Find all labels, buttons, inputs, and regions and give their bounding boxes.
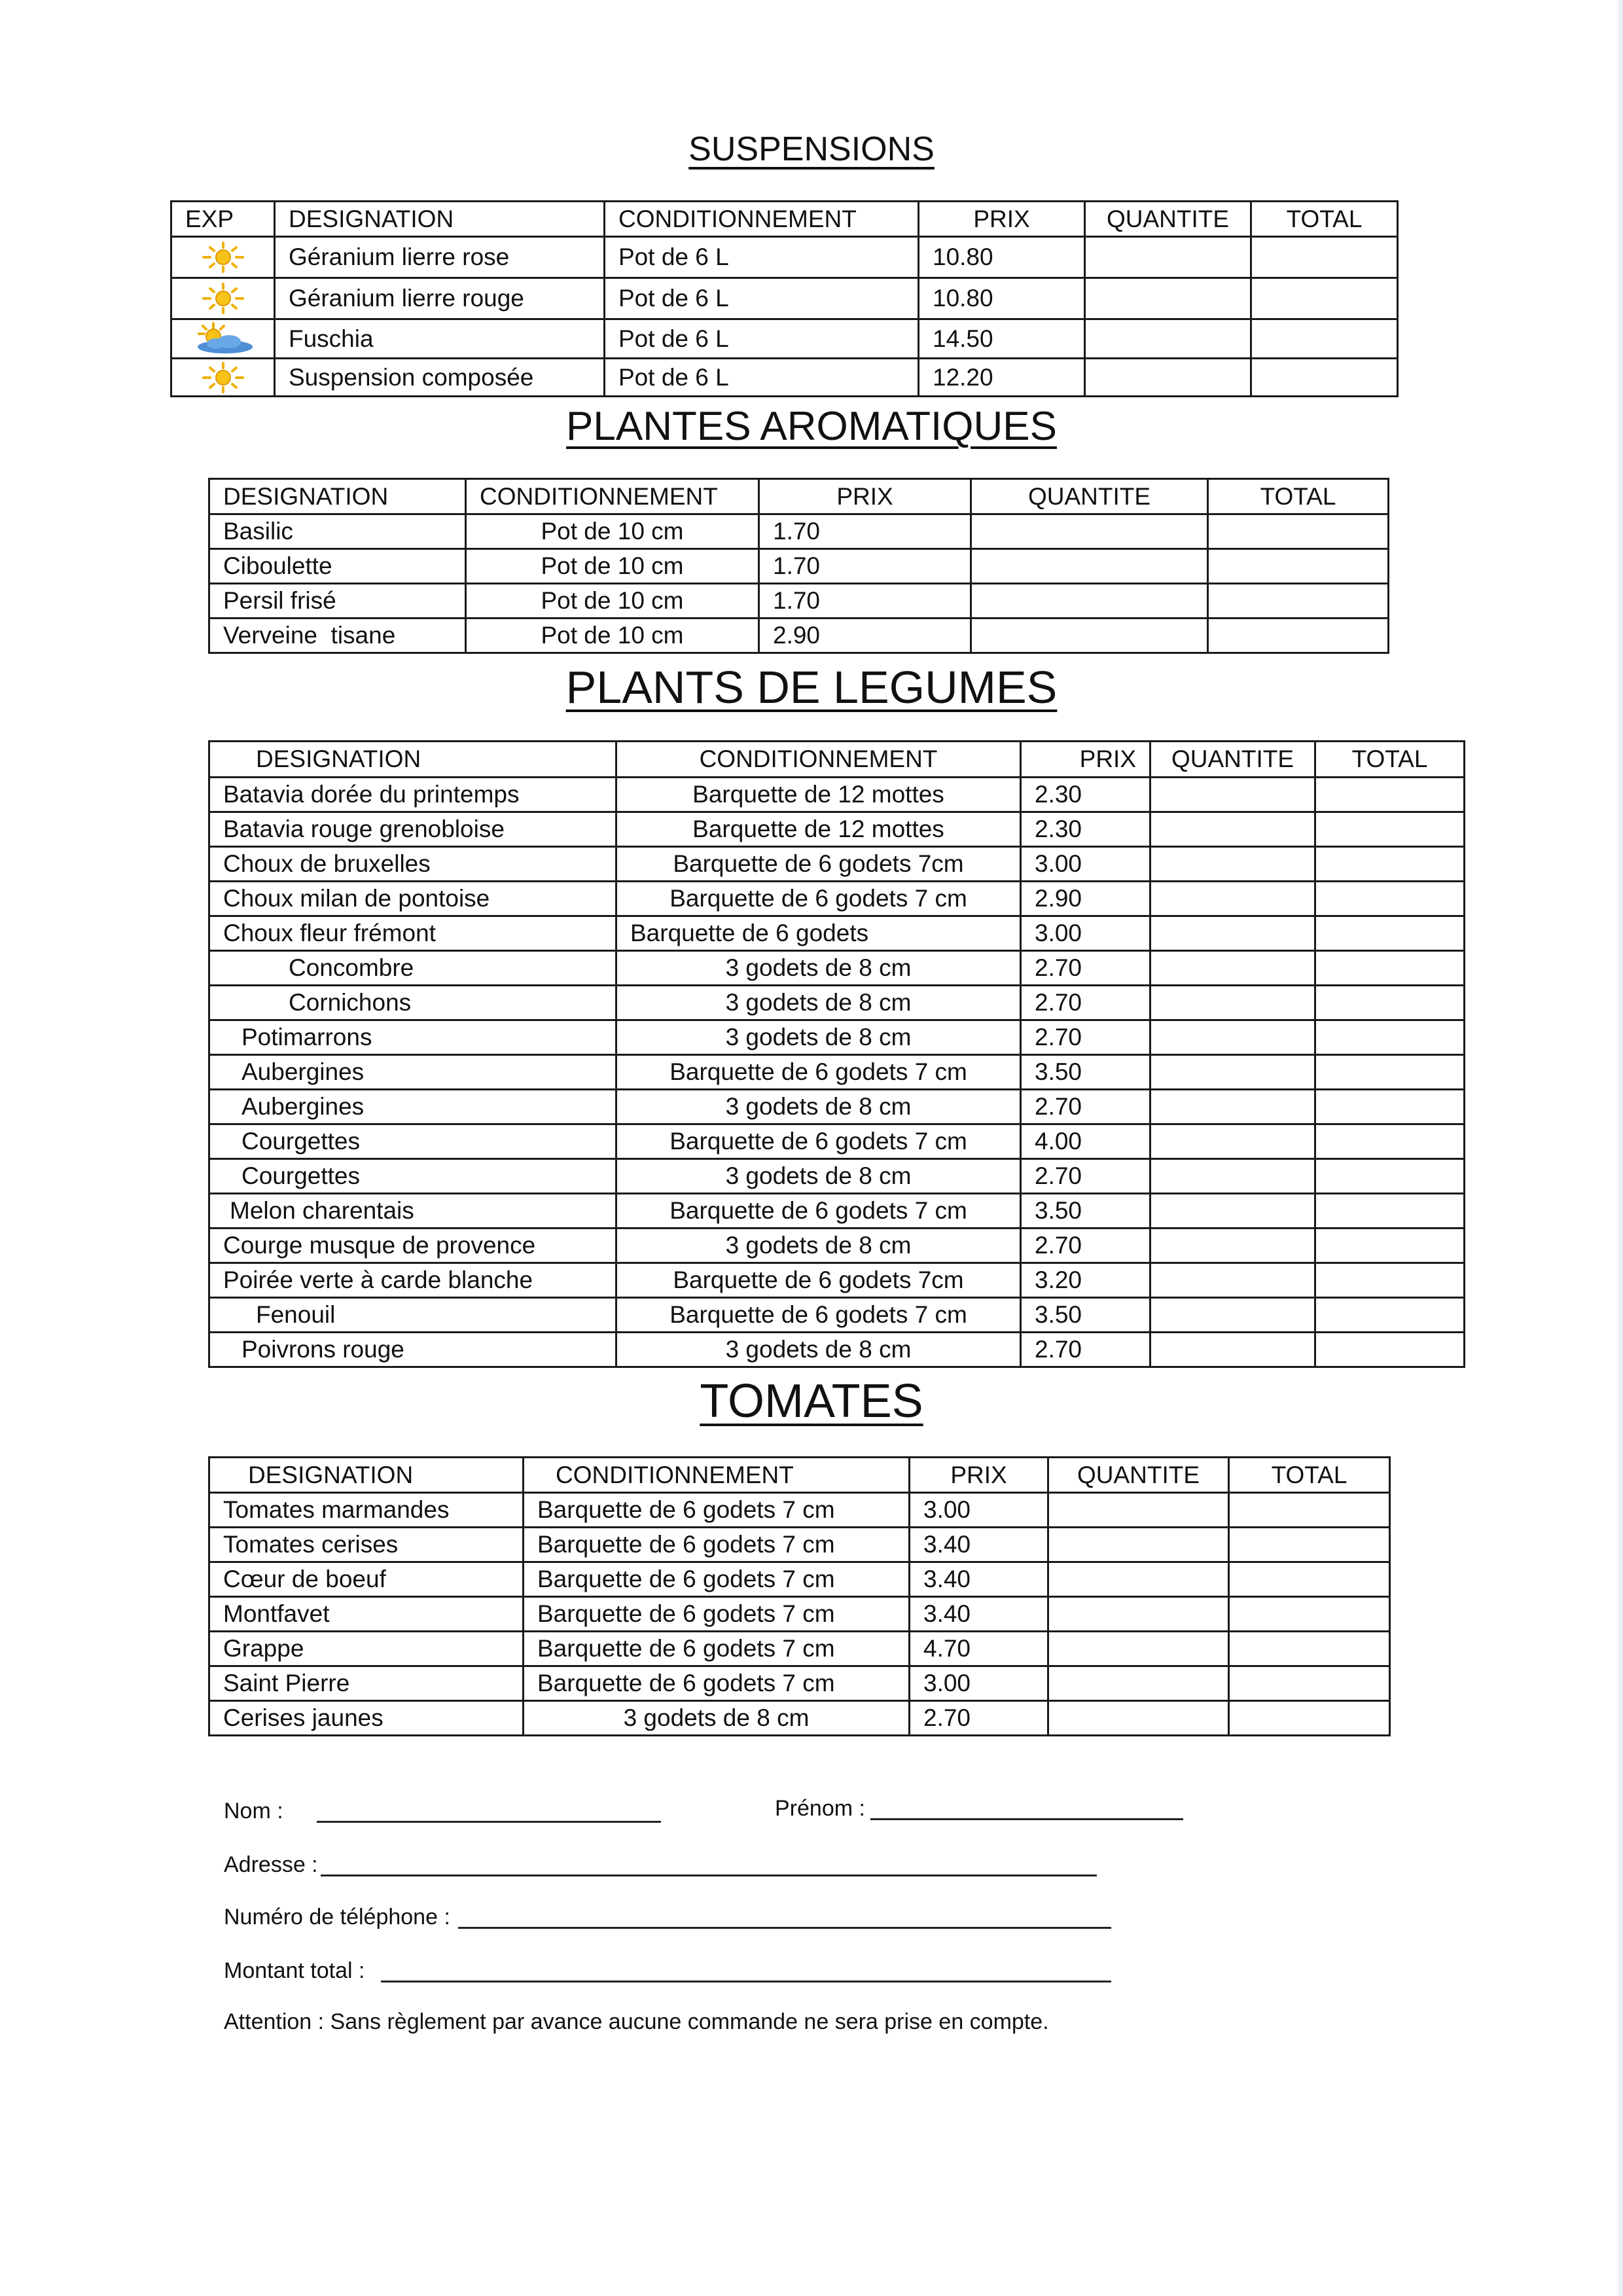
table-row [209,778,1465,812]
conditionnement-cell: Barquette de 6 godets [616,916,1021,951]
designation-cell: Montfavet [209,1597,524,1632]
designation-cell: Aubergines [209,1090,616,1124]
prix-cell: 2.70 [1021,986,1150,1020]
montant-field[interactable] [381,1981,1111,1982]
conditionnement-cell: Barquette de 6 godets 7cm [616,1263,1021,1298]
table-row [209,584,1389,619]
designation-cell: Choux fleur frémont [209,916,616,951]
prix-cell: 3.50 [1021,1194,1150,1229]
total-cell[interactable] [1251,237,1398,278]
quantite-cell[interactable] [1085,359,1251,397]
prix-cell: 3.00 [1021,916,1150,951]
col-header-prix: PRIX [910,1458,1048,1493]
prix-cell: 10.80 [919,278,1085,319]
quantite-cell[interactable] [1150,1263,1315,1298]
table-row [209,1298,1465,1333]
conditionnement-cell: 3 godets de 8 cm [616,1333,1021,1367]
total-cell[interactable] [1315,1090,1465,1124]
tomates-table [208,1456,1391,1736]
total-cell[interactable] [1251,319,1398,359]
sun-icon [200,361,247,394]
table-row [171,359,1398,397]
col-header-conditionnement: CONDITIONNEMENT [605,202,919,237]
designation-cell: Aubergines [209,1055,616,1090]
quantite-cell[interactable] [971,619,1208,653]
conditionnement-cell: Pot de 6 L [605,359,919,397]
total-cell[interactable] [1315,951,1465,986]
montant-label: Montant total : [224,1958,365,1983]
prix-cell: 3.20 [1021,1263,1150,1298]
table-row [209,1229,1465,1263]
total-cell[interactable] [1315,1194,1465,1229]
sun-cloud-icon [187,322,259,356]
designation-cell: Poivrons rouge [209,1333,616,1367]
col-header-conditionnement: CONDITIONNEMENT [616,742,1021,778]
conditionnement-cell: Barquette de 6 godets 7 cm [524,1528,910,1562]
quantite-cell[interactable] [1150,986,1315,1020]
quantite-cell[interactable] [1150,1020,1315,1055]
nom-label: Nom : [224,1799,283,1823]
total-cell[interactable] [1229,1632,1390,1666]
designation-cell: Concombre [209,951,616,986]
designation-cell: Batavia dorée du printemps [209,778,616,812]
designation-cell: Fuschia [275,319,605,359]
quantite-cell[interactable] [1048,1493,1229,1528]
quantite-cell[interactable] [971,514,1208,549]
prix-cell: 2.70 [1021,1229,1150,1263]
table-row [209,1194,1465,1229]
table-row [171,278,1398,319]
conditionnement-cell: 3 godets de 8 cm [616,951,1021,986]
table-row [209,951,1465,986]
total-cell[interactable] [1315,1020,1465,1055]
prix-cell: 3.40 [910,1597,1048,1632]
prix-cell: 2.70 [910,1701,1048,1736]
quantite-cell[interactable] [1150,1159,1315,1194]
telephone-label: Numéro de téléphone : [224,1905,450,1929]
designation-cell: Suspension composée [275,359,605,397]
designation-cell: Choux de bruxelles [209,847,616,882]
designation-cell: Persil frisé [209,584,466,619]
col-header-designation: DESIGNATION [209,742,616,778]
total-cell[interactable] [1208,514,1389,549]
designation-cell: Batavia rouge grenobloise [209,812,616,847]
total-cell[interactable] [1315,916,1465,951]
quantite-cell[interactable] [1150,1229,1315,1263]
col-header-prix: PRIX [1021,742,1150,778]
prix-cell: 3.40 [910,1562,1048,1597]
conditionnement-cell: Barquette de 12 mottes [616,812,1021,847]
conditionnement-cell: Barquette de 6 godets 7 cm [616,1298,1021,1333]
designation-cell: Géranium lierre rouge [275,278,605,319]
designation-cell: Grappe [209,1632,524,1666]
total-cell[interactable] [1315,1298,1465,1333]
table-row [209,1597,1390,1632]
quantite-cell[interactable] [1150,1333,1315,1367]
telephone-field[interactable] [458,1927,1111,1929]
table-row [209,1090,1465,1124]
conditionnement-cell: Pot de 10 cm [466,619,759,653]
tomates-title: TOMATES [700,1375,923,1427]
designation-cell: Verveine tisane [209,619,466,653]
quantite-cell[interactable] [1150,951,1315,986]
quantite-cell[interactable] [1150,882,1315,916]
quantite-cell[interactable] [1048,1632,1229,1666]
designation-cell: Poirée verte à carde blanche [209,1263,616,1298]
quantite-cell[interactable] [1150,916,1315,951]
table-row [209,1333,1465,1367]
prix-cell: 3.00 [910,1666,1048,1701]
conditionnement-cell: Barquette de 6 godets 7 cm [524,1493,910,1528]
col-header-quantite: QUANTITE [971,479,1208,514]
prix-cell: 10.80 [919,237,1085,278]
designation-cell: Saint Pierre [209,1666,524,1701]
table-row [209,549,1389,584]
total-cell[interactable] [1208,584,1389,619]
total-cell[interactable] [1315,1263,1465,1298]
prix-cell: 2.70 [1021,1090,1150,1124]
prenom-field[interactable] [870,1818,1183,1820]
aromatiques-title: PLANTES AROMATIQUES [566,404,1057,449]
conditionnement-cell: Barquette de 6 godets 7 cm [524,1597,910,1632]
prix-cell: 12.20 [919,359,1085,397]
prix-cell: 2.70 [1021,1333,1150,1367]
prix-cell: 2.70 [1021,1159,1150,1194]
col-header-quantite: QUANTITE [1150,742,1315,778]
exp-cell [171,278,275,319]
conditionnement-cell: Barquette de 6 godets 7 cm [616,882,1021,916]
col-header-conditionnement: CONDITIONNEMENT [524,1458,910,1493]
prix-cell: 14.50 [919,319,1085,359]
designation-cell: Tomates marmandes [209,1493,524,1528]
table-row [209,1562,1390,1597]
sun-icon [200,241,247,274]
exp-cell [171,359,275,397]
table-row [209,1124,1465,1159]
quantite-cell[interactable] [1150,778,1315,812]
total-cell[interactable] [1315,847,1465,882]
total-cell[interactable] [1208,549,1389,584]
quantite-cell[interactable] [1150,1055,1315,1090]
conditionnement-cell: Barquette de 6 godets 7 cm [616,1124,1021,1159]
table-row [209,514,1389,549]
prix-cell: 2.30 [1021,812,1150,847]
conditionnement-cell: Barquette de 6 godets 7 cm [616,1194,1021,1229]
designation-cell: Melon charentais [209,1194,616,1229]
quantite-cell[interactable] [1085,319,1251,359]
col-header-prix: PRIX [919,202,1085,237]
exp-cell [171,319,275,359]
conditionnement-cell: 3 godets de 8 cm [524,1701,910,1736]
conditionnement-cell: Pot de 6 L [605,319,919,359]
col-header-total: TOTAL [1315,742,1465,778]
designation-cell: Courgettes [209,1159,616,1194]
table-row [209,1159,1465,1194]
conditionnement-cell: 3 godets de 8 cm [616,1020,1021,1055]
table-row [209,812,1465,847]
table-row [171,319,1398,359]
table-row [209,1701,1390,1736]
aromatiques-table [208,478,1389,654]
conditionnement-cell: Barquette de 6 godets 7cm [616,847,1021,882]
conditionnement-cell: Barquette de 6 godets 7 cm [524,1562,910,1597]
attention-note: Attention : Sans règlement par avance aucune commande ne sera prise en compte. [224,2009,1049,2034]
conditionnement-cell: 3 godets de 8 cm [616,986,1021,1020]
sun-icon [200,282,247,315]
total-cell[interactable] [1229,1562,1390,1597]
quantite-cell[interactable] [1150,1124,1315,1159]
quantite-cell[interactable] [971,549,1208,584]
total-cell[interactable] [1229,1701,1390,1736]
designation-cell: Cœur de boeuf [209,1562,524,1597]
quantite-cell[interactable] [1150,1090,1315,1124]
prix-cell: 2.90 [1021,882,1150,916]
table-row [209,1493,1390,1528]
col-header-total: TOTAL [1251,202,1398,237]
designation-cell: Ciboulette [209,549,466,584]
prix-cell: 3.00 [910,1493,1048,1528]
quantite-cell[interactable] [1048,1528,1229,1562]
page-edge [1615,0,1623,2296]
adresse-label: Adresse : [224,1852,318,1877]
conditionnement-cell: Barquette de 12 mottes [616,778,1021,812]
table-row [209,1055,1465,1090]
quantite-cell[interactable] [1048,1562,1229,1597]
col-header-exp: EXP [171,202,275,237]
table-row [209,882,1465,916]
designation-cell: Potimarrons [209,1020,616,1055]
table-row [209,1528,1390,1562]
table-row [209,1020,1465,1055]
total-cell[interactable] [1251,278,1398,319]
conditionnement-cell: Pot de 10 cm [466,549,759,584]
prix-cell: 2.70 [1021,951,1150,986]
total-cell[interactable] [1315,882,1465,916]
conditionnement-cell: 3 godets de 8 cm [616,1159,1021,1194]
total-cell[interactable] [1229,1597,1390,1632]
prix-cell: 1.70 [759,549,971,584]
table-row [209,1632,1390,1666]
suspensions-table [170,200,1399,397]
designation-cell: Choux milan de pontoise [209,882,616,916]
designation-cell: Courgettes [209,1124,616,1159]
col-header-designation: DESIGNATION [209,479,466,514]
conditionnement-cell: Barquette de 6 godets 7 cm [524,1666,910,1701]
col-header-designation: DESIGNATION [209,1458,524,1493]
conditionnement-cell: Pot de 10 cm [466,514,759,549]
total-cell[interactable] [1315,778,1465,812]
conditionnement-cell: Pot de 10 cm [466,584,759,619]
col-header-total: TOTAL [1229,1458,1390,1493]
quantite-cell[interactable] [971,584,1208,619]
prix-cell: 3.50 [1021,1055,1150,1090]
prix-cell: 2.70 [1021,1020,1150,1055]
col-header-conditionnement: CONDITIONNEMENT [466,479,759,514]
total-cell[interactable] [1315,1229,1465,1263]
conditionnement-cell: Barquette de 6 godets 7 cm [616,1055,1021,1090]
total-cell[interactable] [1315,1055,1465,1090]
table-row [209,986,1465,1020]
quantite-cell[interactable] [1150,1298,1315,1333]
prix-cell: 1.70 [759,584,971,619]
total-cell[interactable] [1229,1493,1390,1528]
conditionnement-cell: Pot de 6 L [605,278,919,319]
designation-cell: Cerises jaunes [209,1701,524,1736]
quantite-cell[interactable] [1150,812,1315,847]
col-header-designation: DESIGNATION [275,202,605,237]
col-header-total: TOTAL [1208,479,1389,514]
designation-cell: Courge musque de provence [209,1229,616,1263]
designation-cell: Tomates cerises [209,1528,524,1562]
prix-cell: 3.40 [910,1528,1048,1562]
quantite-cell[interactable] [1150,847,1315,882]
conditionnement-cell: Pot de 6 L [605,237,919,278]
table-row [209,847,1465,882]
quantite-cell[interactable] [1085,278,1251,319]
total-cell[interactable] [1208,619,1389,653]
designation-cell: Basilic [209,514,466,549]
total-cell[interactable] [1315,812,1465,847]
quantite-cell[interactable] [1048,1701,1229,1736]
prix-cell: 2.90 [759,619,971,653]
table-row [209,1263,1465,1298]
total-cell[interactable] [1229,1528,1390,1562]
quantite-cell[interactable] [1150,1194,1315,1229]
table-row [209,916,1465,951]
prix-cell: 4.00 [1021,1124,1150,1159]
prenom-label: Prénom : [775,1796,865,1821]
legumes-table [208,740,1465,1368]
total-cell[interactable] [1251,359,1398,397]
conditionnement-cell: 3 godets de 8 cm [616,1090,1021,1124]
total-cell[interactable] [1315,986,1465,1020]
total-cell[interactable] [1315,1159,1465,1194]
total-cell[interactable] [1315,1333,1465,1367]
suspensions-title: SUSPENSIONS [688,130,935,168]
conditionnement-cell: Barquette de 6 godets 7 cm [524,1632,910,1666]
quantite-cell[interactable] [1048,1666,1229,1701]
table-row [171,237,1398,278]
adresse-field[interactable] [321,1874,1097,1876]
total-cell[interactable] [1315,1124,1465,1159]
designation-cell: Cornichons [209,986,616,1020]
prix-cell: 3.00 [1021,847,1150,882]
legumes-title: PLANTS DE LEGUMES [565,662,1058,713]
designation-cell: Géranium lierre rose [275,237,605,278]
prix-cell: 1.70 [759,514,971,549]
col-header-prix: PRIX [759,479,971,514]
table-row [209,619,1389,653]
prix-cell: 2.30 [1021,778,1150,812]
designation-cell: Fenouil [209,1298,616,1333]
nom-field[interactable] [317,1821,661,1823]
table-row [209,1666,1390,1701]
exp-cell [171,237,275,278]
total-cell[interactable] [1229,1666,1390,1701]
quantite-cell[interactable] [1085,237,1251,278]
prix-cell: 4.70 [910,1632,1048,1666]
conditionnement-cell: 3 godets de 8 cm [616,1229,1021,1263]
col-header-quantite: QUANTITE [1085,202,1251,237]
quantite-cell[interactable] [1048,1597,1229,1632]
prix-cell: 3.50 [1021,1298,1150,1333]
col-header-quantite: QUANTITE [1048,1458,1229,1493]
